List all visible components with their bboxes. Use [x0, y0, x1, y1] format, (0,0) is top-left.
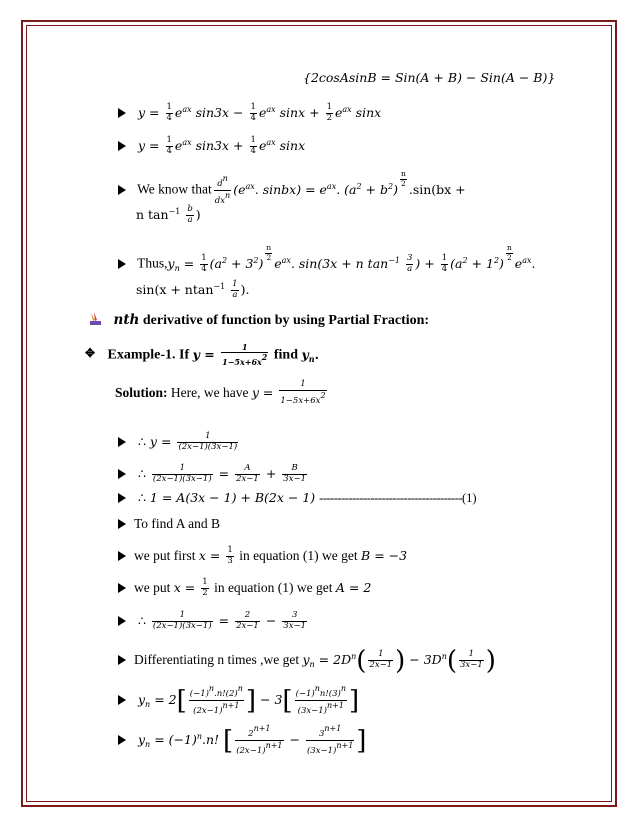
- num: 1: [250, 135, 256, 145]
- sup: ax: [326, 181, 337, 191]
- arrow-bullet-icon: [118, 519, 126, 529]
- fraction: [235, 464, 260, 485]
- fraction: [152, 611, 213, 632]
- num: 3: [282, 611, 307, 622]
- arrow-bullet-icon: [118, 259, 126, 269]
- step-substituted-fractions: [118, 611, 309, 632]
- num: 2: [248, 729, 254, 739]
- derivative-operator: [214, 174, 231, 207]
- term: ): [195, 206, 201, 222]
- num: (−1): [189, 689, 209, 699]
- sub: n: [309, 660, 315, 669]
- term: = 2D: [318, 652, 352, 667]
- op: −: [265, 612, 277, 628]
- left-paren: (: [446, 646, 458, 676]
- term: e: [258, 137, 267, 153]
- fraction: [282, 611, 307, 632]
- therefore-symbol: ∴: [137, 612, 146, 628]
- fraction: [231, 280, 238, 301]
- term: + 1: [467, 255, 494, 271]
- example-label: Example-1. If: [107, 347, 193, 363]
- term: e: [335, 104, 343, 120]
- solution-intro: [115, 380, 329, 407]
- sub: n: [174, 263, 180, 273]
- arrow-bullet-icon: [118, 551, 126, 561]
- den: (2x−1)(3x−1): [178, 441, 238, 452]
- sup: −1: [168, 206, 181, 216]
- text: in equation (1) we get: [235, 547, 362, 563]
- num: 1: [166, 135, 172, 145]
- heading-text: derivative of function by using Partial Fraction:: [139, 313, 430, 328]
- fraction: [282, 464, 307, 485]
- num: 1: [326, 102, 332, 112]
- sup: −1: [213, 281, 226, 291]
- fraction: [221, 343, 268, 367]
- sup: n+1: [253, 724, 271, 733]
- op: =: [204, 346, 215, 362]
- result: A = 2: [335, 579, 372, 595]
- step-text: [118, 517, 220, 531]
- arrow-bullet-icon: [118, 437, 126, 447]
- term: e: [174, 104, 183, 120]
- sup: 2: [320, 390, 326, 400]
- den: 3x−1: [283, 473, 307, 484]
- den: 2x−1: [369, 660, 393, 670]
- num: 1: [250, 102, 256, 112]
- num: (−1): [295, 689, 315, 699]
- term: (a: [450, 255, 463, 271]
- den: 4: [166, 112, 172, 123]
- den: 3: [227, 555, 233, 566]
- right-bracket: ]: [356, 725, 367, 756]
- sup: n: [441, 652, 447, 661]
- fraction: [166, 136, 173, 157]
- num: n!(3): [319, 689, 341, 699]
- var: y: [149, 433, 157, 449]
- den: 3x−1: [460, 660, 483, 670]
- op: =: [209, 547, 221, 563]
- heading-nth: nth: [113, 312, 140, 328]
- text: we put first: [134, 547, 199, 563]
- term: . (a: [336, 181, 357, 197]
- fraction: [368, 650, 393, 671]
- sup: ax: [522, 255, 532, 265]
- arrow-bullet-icon: [118, 616, 126, 626]
- fraction: [177, 432, 238, 453]
- fraction: [279, 380, 326, 407]
- term: (e: [233, 181, 246, 197]
- num: A: [235, 464, 260, 475]
- den: 2: [266, 252, 272, 262]
- therefore-symbol: ∴: [137, 490, 146, 505]
- fraction: [459, 650, 484, 671]
- left-bracket: [: [282, 685, 293, 716]
- sup: n+1: [327, 700, 344, 710]
- den: dx: [214, 196, 226, 207]
- sup: 2: [462, 255, 468, 265]
- var: y: [137, 731, 146, 747]
- sup: n: [196, 731, 202, 741]
- term: sinx: [355, 104, 382, 120]
- op: =: [183, 255, 195, 271]
- var: y: [137, 691, 146, 707]
- num: d: [217, 179, 223, 190]
- fraction: [441, 254, 448, 275]
- num: 1: [177, 432, 238, 443]
- therefore-symbol: ∴: [137, 433, 146, 449]
- right-paren: ): [395, 646, 406, 676]
- pen-bullet-icon: [88, 312, 102, 326]
- section-heading: [88, 312, 429, 328]
- text: we put: [134, 579, 174, 595]
- num: 1: [152, 611, 213, 622]
- step-find-a: [118, 578, 371, 599]
- step-known-formula: [118, 170, 466, 207]
- num: 1: [152, 464, 213, 475]
- term: . sin(3x + n tan: [290, 255, 389, 271]
- fraction: [406, 254, 413, 275]
- fraction: [200, 254, 207, 275]
- diamond-bullet-icon: [86, 350, 96, 360]
- trig-identity-text: {2cosAsinB = Sin(A + B) − Sin(A − B)}: [303, 70, 556, 85]
- term: sin3x: [195, 137, 230, 153]
- var: x: [198, 547, 206, 563]
- var: y: [301, 346, 309, 362]
- fraction: [250, 136, 257, 157]
- sub: n: [145, 739, 151, 749]
- right-paren: ): [485, 646, 496, 676]
- fraction: [326, 103, 333, 124]
- solution-label: Solution:: [115, 384, 168, 400]
- term: sinx: [279, 104, 306, 120]
- sup: n+1: [265, 740, 283, 750]
- den: 2x−1: [236, 473, 259, 484]
- step-find-b: [118, 546, 407, 567]
- term: = (−1): [154, 731, 197, 747]
- text: Differentiating n times ,we get: [134, 652, 303, 667]
- sup: ax: [245, 181, 255, 191]
- sup: 2: [221, 255, 228, 265]
- num: b: [187, 204, 193, 214]
- sup: ax: [281, 255, 291, 265]
- sup: ax: [182, 137, 192, 147]
- arrow-bullet-icon: [118, 493, 126, 503]
- den: 1−5x+6x: [222, 357, 262, 368]
- term: + 3: [227, 255, 254, 271]
- num: 2: [235, 611, 260, 622]
- den: 4: [250, 145, 256, 156]
- trig-identity: [303, 72, 555, 85]
- term: ).: [240, 281, 250, 297]
- var: y: [167, 255, 175, 271]
- den: a: [187, 214, 193, 225]
- step-final-result: [118, 724, 366, 757]
- den: 2: [401, 178, 406, 188]
- arrow-bullet-icon: [118, 695, 126, 705]
- sup: 2: [493, 255, 500, 265]
- left-bracket: [: [223, 725, 234, 756]
- step-known-formula-cont: [136, 205, 201, 226]
- step-y-simplified: [118, 136, 305, 157]
- power-fraction: [506, 244, 513, 262]
- num: 1: [279, 380, 326, 391]
- op: +: [265, 465, 277, 481]
- var: y: [192, 346, 200, 362]
- fraction: [306, 724, 354, 757]
- sup: n: [208, 684, 215, 693]
- term: e: [258, 104, 267, 120]
- sup: n: [225, 191, 231, 201]
- step-factor: [118, 432, 240, 453]
- num: 1: [201, 252, 207, 263]
- sup: n: [351, 652, 357, 661]
- term: e: [274, 255, 282, 271]
- fraction: [189, 684, 244, 717]
- sup: ax: [266, 104, 276, 114]
- var: y: [137, 137, 146, 153]
- sup: ax: [182, 104, 192, 114]
- var: y: [251, 384, 259, 400]
- num: 1: [227, 545, 233, 555]
- sup: −1: [388, 255, 400, 265]
- num: 1: [202, 577, 208, 587]
- den: 4: [201, 263, 207, 274]
- term: − 3: [260, 691, 283, 707]
- den: 2x−1: [236, 620, 259, 631]
- op: +: [309, 104, 320, 120]
- step-general-derivative: [118, 684, 359, 717]
- fraction: [201, 578, 208, 599]
- op: =: [160, 433, 172, 449]
- term: + b: [361, 181, 389, 197]
- power-fraction: [400, 170, 407, 188]
- arrow-bullet-icon: [118, 185, 126, 195]
- step-partial-fractions: [118, 464, 309, 485]
- text: in equation (1) we get: [210, 579, 336, 595]
- text: Thus,: [137, 255, 168, 271]
- term: sin(x + ntan: [136, 281, 214, 297]
- num: B: [282, 464, 307, 475]
- left-bracket: [: [176, 685, 187, 716]
- num: 1: [368, 650, 393, 661]
- term: = 2: [154, 691, 177, 707]
- op: =: [149, 104, 160, 120]
- op: +: [233, 137, 244, 153]
- fraction: [186, 205, 193, 226]
- equation: 1 = A(3x − 1) + B(2x − 1): [149, 490, 316, 505]
- sup: n: [237, 684, 243, 693]
- den: 2: [506, 252, 512, 262]
- therefore-symbol: ∴: [137, 465, 146, 481]
- sup: 2: [253, 255, 259, 265]
- fraction: [235, 611, 260, 632]
- den: (2x−1)(3x−1): [152, 620, 212, 631]
- term: e: [174, 137, 183, 153]
- fraction: [226, 546, 233, 567]
- example-statement: [86, 343, 319, 367]
- term: .n!: [201, 731, 220, 747]
- op: =: [262, 384, 274, 400]
- term: .: [531, 255, 536, 271]
- sup: 2: [356, 181, 362, 191]
- arrow-bullet-icon: [118, 141, 126, 151]
- term: n tan: [136, 206, 169, 222]
- text: We know that: [137, 181, 212, 197]
- num: n: [266, 243, 272, 252]
- step-y-expansion: [118, 103, 381, 124]
- fraction: [166, 103, 173, 124]
- op: −: [233, 104, 244, 120]
- arrow-bullet-icon: [118, 655, 126, 665]
- den: 2: [326, 112, 332, 123]
- den: 2: [202, 587, 208, 598]
- den: (2x−1): [193, 705, 223, 716]
- num: 1: [232, 279, 238, 289]
- den: (3x−1): [306, 745, 337, 756]
- sup: n+1: [336, 740, 354, 750]
- sup: 2: [388, 181, 394, 191]
- fraction: [295, 684, 347, 717]
- num: n: [401, 169, 406, 178]
- num: n: [506, 243, 512, 252]
- step-nth-derivative: [118, 244, 535, 274]
- sup: n: [222, 174, 228, 184]
- op: =: [218, 612, 230, 628]
- sup: n: [314, 684, 320, 693]
- fraction: [235, 724, 283, 757]
- den: 4: [166, 145, 172, 156]
- num: 1: [459, 650, 484, 661]
- var: y: [137, 104, 146, 120]
- fraction: [152, 464, 213, 485]
- text: Here, we have: [167, 384, 252, 400]
- sup: n+1: [222, 700, 240, 710]
- step-equation-1: [118, 492, 477, 505]
- den: 1−5x+6x: [280, 395, 321, 406]
- arrow-bullet-icon: [118, 583, 126, 593]
- term: ): [258, 255, 264, 271]
- equation-number: (1): [462, 491, 477, 505]
- op: =: [218, 465, 230, 481]
- text: find: [270, 347, 302, 363]
- dash-leader: ---------------------------------------: [319, 491, 463, 505]
- den: a: [232, 289, 238, 300]
- sup: 2: [261, 352, 268, 363]
- step-nth-derivative-cont: [136, 280, 249, 301]
- sub: n: [145, 699, 151, 709]
- term: sin3x: [195, 104, 230, 120]
- arrow-bullet-icon: [118, 108, 126, 118]
- term: e: [514, 255, 523, 271]
- num: 1: [441, 252, 448, 263]
- num: 3: [406, 252, 413, 263]
- den: 4: [441, 263, 448, 274]
- num: 1: [221, 343, 268, 353]
- arrow-bullet-icon: [118, 735, 126, 745]
- term: ): [393, 181, 398, 197]
- op: =: [184, 579, 196, 595]
- step-differentiate: [118, 648, 496, 674]
- right-bracket: ]: [349, 685, 360, 716]
- den: (2x−1)(3x−1): [152, 473, 212, 484]
- den: 3x−1: [283, 620, 307, 631]
- term: .: [314, 346, 319, 362]
- sup: ax: [342, 104, 352, 114]
- right-bracket: ]: [245, 685, 257, 716]
- term: .sin(bx +: [408, 181, 466, 197]
- text: To find A and B: [134, 516, 221, 531]
- op: =: [149, 137, 160, 153]
- term: ) +: [415, 255, 435, 271]
- den: (2x−1): [236, 745, 266, 756]
- power-fraction: [265, 244, 272, 262]
- fraction: [250, 103, 257, 124]
- num: .n!(2): [214, 689, 238, 699]
- sup: ax: [266, 137, 276, 147]
- result: B = −3: [361, 547, 408, 563]
- left-paren: (: [356, 646, 367, 676]
- var: y: [302, 652, 310, 667]
- term: ): [499, 255, 504, 271]
- sup: n+1: [324, 724, 342, 733]
- den: a: [407, 263, 413, 274]
- term: (a: [209, 255, 222, 271]
- term: − 3D: [409, 652, 442, 667]
- num: 3: [318, 729, 325, 739]
- den: (3x−1): [297, 705, 327, 716]
- arrow-bullet-icon: [118, 469, 126, 479]
- term: . sinbx) = e: [254, 181, 327, 197]
- den: 4: [250, 112, 256, 123]
- term: sinx: [279, 137, 306, 153]
- num: 1: [166, 102, 172, 112]
- op: −: [289, 731, 300, 747]
- var: x: [173, 579, 181, 595]
- sup: n: [340, 684, 346, 693]
- sub: n: [308, 353, 315, 364]
